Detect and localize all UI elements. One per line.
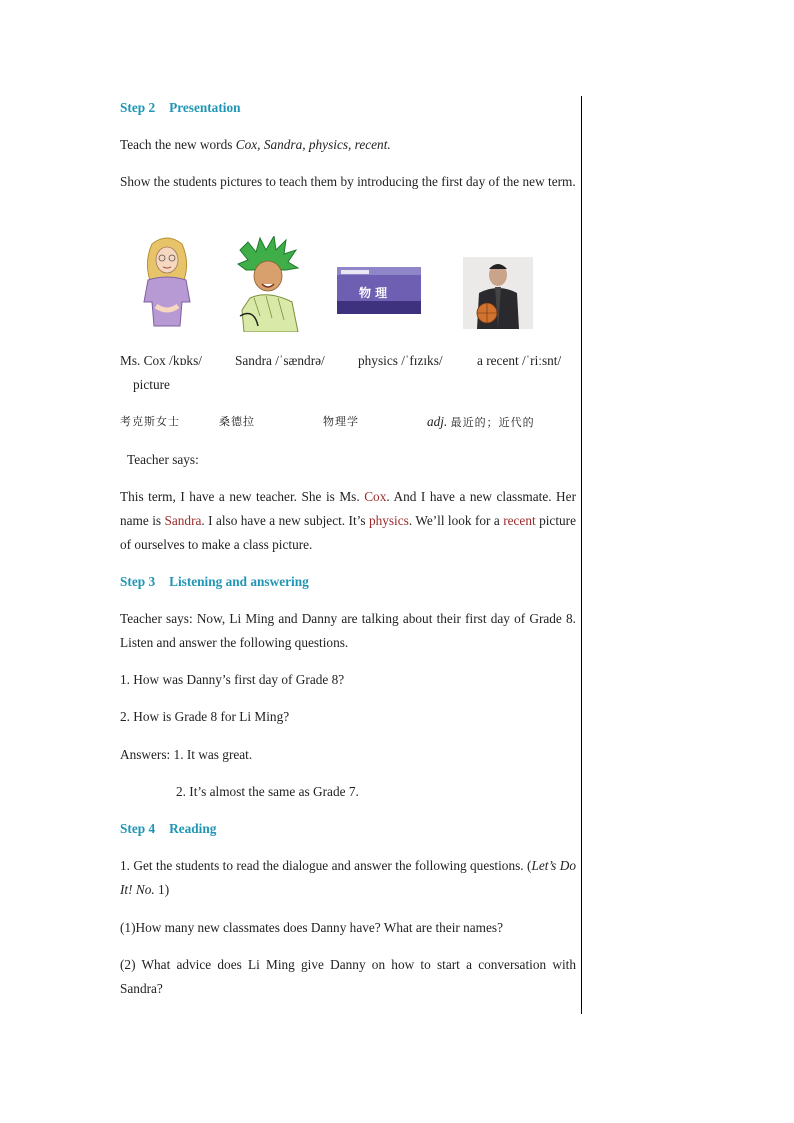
right-margin-rule (581, 96, 582, 1014)
step3-heading (120, 570, 576, 594)
step4-instruction-end: 1) (154, 882, 170, 897)
physics-cover-title: 物 理 (359, 286, 388, 300)
pron-recent: a recent /ˈriːsnt/ (477, 353, 562, 368)
para-word-cox: Cox (364, 489, 387, 504)
pron-cox: Ms. Cox /kɒks/ (120, 353, 202, 368)
step4-instruction-ref: Let’s Do It! No. (120, 858, 576, 897)
para-text-5: picture of ourselves to make a class picture. (120, 513, 576, 552)
para-text-1: This term, I have a new teacher. She is Ms. (120, 489, 365, 504)
step3-title: Listening and answering (169, 574, 309, 589)
cn-recent-line (427, 410, 535, 435)
para-word-physics: physics (368, 513, 409, 528)
ms-cox-illustration (138, 236, 196, 328)
step2-heading (120, 96, 576, 120)
step3-intro: Teacher says: Now, Li Ming and Danny are talking about their first day of Grade 8. Listen and answer the following questions. (120, 611, 576, 650)
cn-cox: 考克斯女士 (120, 415, 180, 428)
para-text-2: . And I have a new classmate. Her name is (120, 489, 576, 528)
step4-question-1: (1)How many new classmates does Danny have? What are their names? (120, 920, 504, 935)
step3-answer-1: Answers: 1. It was great. (120, 747, 253, 762)
step4-title: Reading (169, 821, 217, 836)
para-word-recent: recent (503, 513, 536, 528)
teach-words: Cox, Sandra, physics, recent. (235, 137, 391, 152)
cn-sandra: 桑德拉 (219, 415, 255, 428)
step3-question-2: 2. How is Grade 8 for Li Ming? (120, 709, 290, 724)
step3-question-1: 1. How was Danny’s first day of Grade 8? (120, 672, 345, 687)
step4-question-2: (2) What advice does Li Ming give Danny on how to start a conversation with Sandra? (120, 957, 576, 996)
para-text-3: . I also have a new subject. It’s (201, 513, 369, 528)
pron-sandra: Sandra /ˈsændrə/ (235, 353, 325, 368)
step4-instruction (120, 854, 576, 902)
step4-instruction-text: 1. Get the students to read the dialogue and answer the following questions. ( (120, 858, 532, 873)
step3-number: Step 3 (120, 574, 156, 589)
teach-prefix: Teach the new words (120, 137, 236, 152)
step3-answer-2: 2. It’s almost the same as Grade 7. (176, 784, 359, 799)
cn-recent: 最近的；近代的 (450, 416, 535, 429)
para-word-sandra: Sandra (164, 513, 202, 528)
sandra-illustration (236, 236, 302, 332)
cn-adj: adj. (427, 414, 448, 429)
pron-physics: physics /ˈfɪzɪks/ (358, 353, 443, 368)
pron-picture: picture (133, 377, 170, 392)
teacher-paragraph (120, 485, 576, 557)
step4-number: Step 4 (120, 821, 156, 836)
teacher-says-label: Teacher says: (127, 452, 199, 467)
show-pictures-text: Show the students pictures to teach them by introducing the first day of the new term. (120, 174, 576, 189)
step2-title: Presentation (169, 100, 241, 115)
teach-words-line (120, 133, 576, 157)
step4-heading (120, 817, 576, 841)
student-photo (463, 257, 533, 329)
cn-physics: 物理学 (323, 415, 359, 428)
para-text-4: . We’ll look for a (408, 513, 504, 528)
step2-number: Step 2 (120, 100, 156, 115)
physics-textbook-cover (337, 267, 421, 314)
